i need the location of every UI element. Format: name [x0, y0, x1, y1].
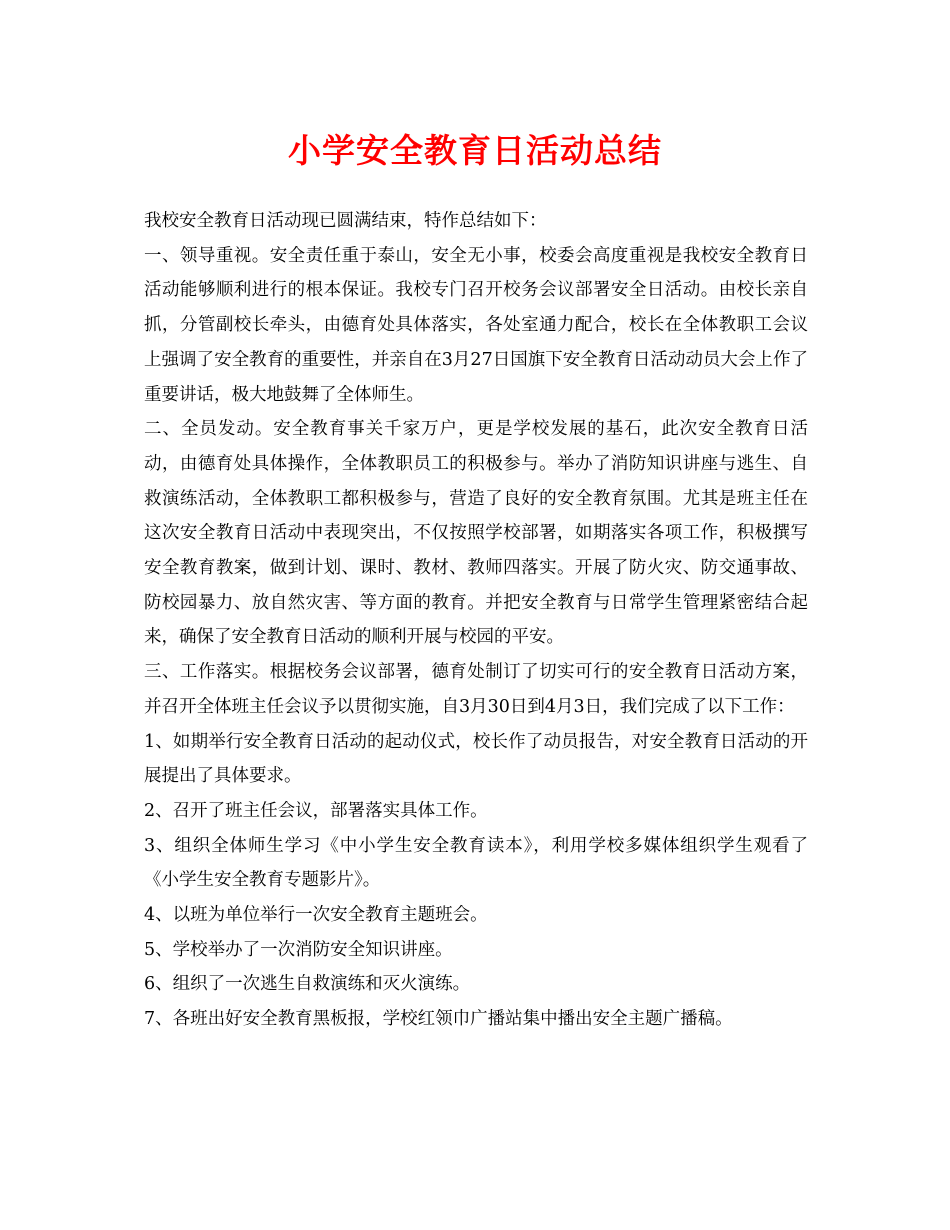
- list-item: 2、召开了班主任会议，部署落实具体工作。: [144, 800, 488, 821]
- paragraph-intro: 我校安全教育日活动现已圆满结束，特作总结如下：: [144, 211, 547, 231]
- paragraph-section-3: 三、工作落实。根据校务会议部署，德育处制订了切实可行的安全教育日活动方案，并召开全体班主任会议予以贯彻实施，自3月30日到4月3日，我们完成了以下工作：: [144, 662, 808, 717]
- list-item: 4、以班为单位举行一次安全教育主题班会。: [144, 905, 488, 926]
- paragraph-section-2: 二、全员发动。安全教育事关千家万户，更是学校发展的基石，此次安全教育日活动，由德育处具体操作，全体教职员工的积极参与。举办了消防知识讲座与逃生、自救演练活动，全体教职工都积极参与，营造了良好的安全教育氛围。尤其是班主任在这次安全教育日活动中表现突出，不仅按照学校部署，如期落实各项工作，积极撰写安全教育教案，做到计划、课时、教材、教师四落实。开展了防火灾、防交通事故、防校园暴力、放自然灾害、等方面的教育。并把安全教育与日常学生管理紧密结合起来，确保了安全教育日活动的顺利开展与校园的平安。: [144, 419, 808, 648]
- list-item: 6、组织了一次逃生自救演练和灭火演练。: [144, 974, 471, 995]
- list-item: 7、各班出好安全教育黑板报，学校红领巾广播站集中播出安全主题广播稿。: [144, 1009, 733, 1030]
- document-body: [144, 204, 808, 1037]
- list-item: 3、组织全体师生学习《中小学生安全教育读本》，利用学校多媒体组织学生观看了《小学生安全教育专题影片》。: [144, 835, 808, 891]
- list-item: 1、如期举行安全教育日活动的起动仪式，校长作了动员报告，对安全教育日活动的开展提出了具体要求。: [144, 731, 808, 787]
- document-title: 小学安全教育日活动总结: [288, 131, 662, 170]
- list-item: 5、学校举办了一次消防安全知识讲座。: [144, 939, 453, 960]
- paragraph-section-1: 一、领导重视。安全责任重于泰山，安全无小事，校委会高度重视是我校安全教育日活动能够顺利进行的根本保证。我校专门召开校务会议部署安全日活动。由校长亲自抓，分管副校长牵头，由德育处具体落实，各处室通力配合，校长在全体教职工会议上强调了安全教育的重要性，并亲自在3月27日国旗下安全教育日活动动员大会上作了重要讲话，极大地鼓舞了全体师生。: [144, 245, 808, 405]
